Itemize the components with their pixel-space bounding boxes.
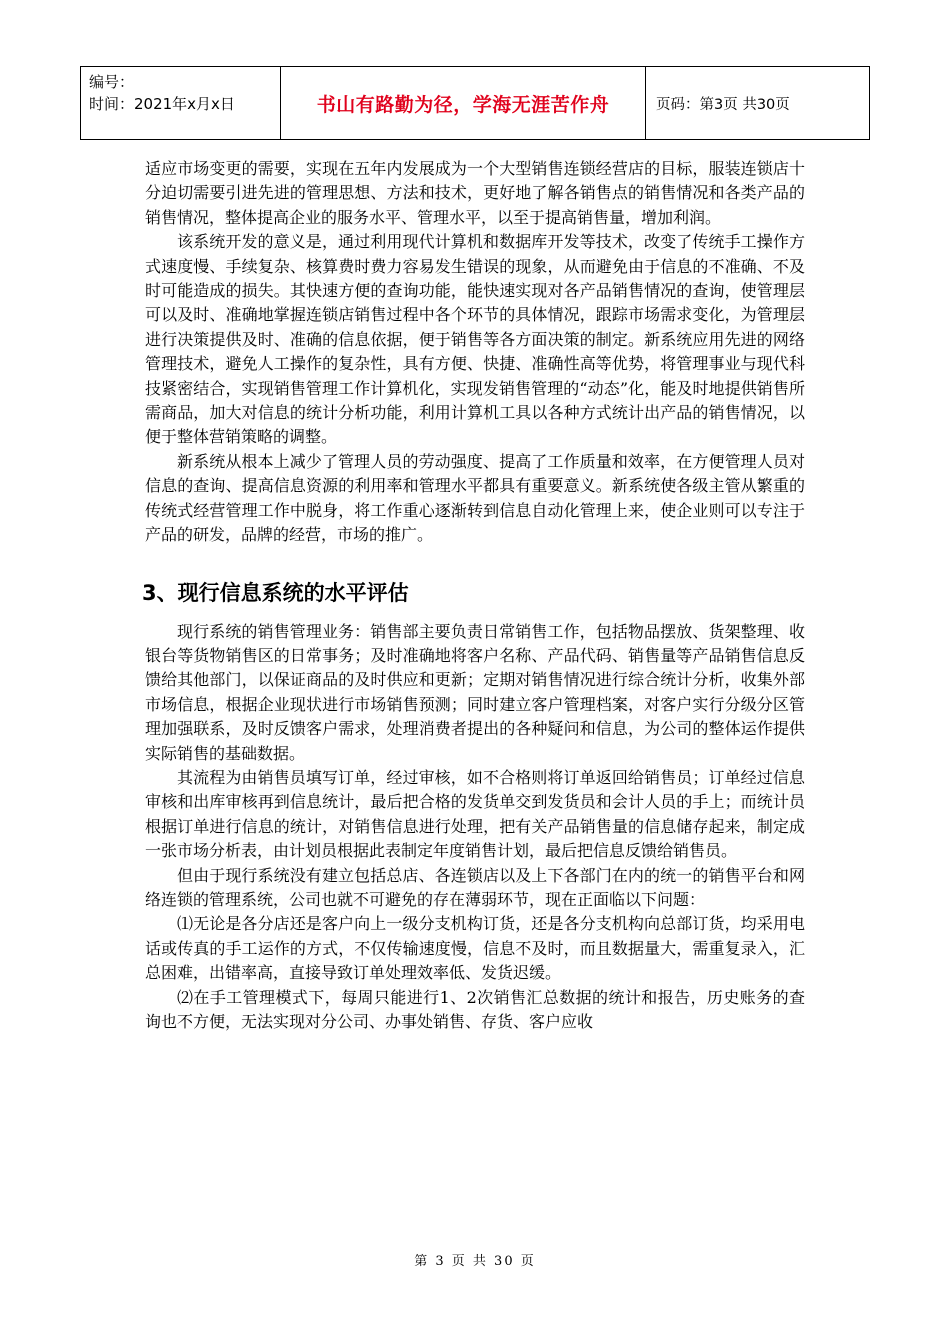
paragraph: 该系统开发的意义是，通过利用现代计算机和数据库开发等技术，改变了传统手工操作方式速度慢、手续复杂、核算费时费力容易发生错误的现象，从而避免由于信息的不准确、不及时可能造成的损失。其快速方便的查询功能，能快速实现对各产品销售情况的查询，使管理层可以及时、准确地掌握连锁店销售过程中各个环节的具体情况，跟踪市场需求变化，为管理层进行决策提供及时、准确的信息依据，便于销售等各方面决策的制定。新系统应用先进的网络管理技术，避免人工操作的复杂性，具有方便、快捷、准确性高等优势，将管理事业与现代科技紧密结合，实现销售管理工作计算机化，实现发销售管理的“动态”化，能及时地提供销售所需商品，加大对信息的统计分析功能，利用计算机工具以各种方式统计出产品的销售情况，以便于整体营销策略的调整。	[145, 232, 805, 447]
paragraph: 新系统从根本上减少了管理人员的劳动强度、提高了工作质量和效率，在方便管理人员对信息的查询、提高信息资源的利用率和管理水平都具有重要意义。新系统使各级主管从繁重的传统式经营管理工作中脱身，将工作重心逐渐转到信息自动化管理上来，使企业则可以专注于产品的研发，品牌的经营，市场的推广。	[145, 451, 805, 545]
time-label: 时间：2021年x月x日	[89, 95, 235, 113]
page-info: 页码：第3页 共30页	[656, 96, 790, 113]
list-item: ⑵在手工管理模式下，每周只能进行1、2次销售汇总数据的统计和报告，历史账务的查询也不方便，无法实现对分公司、办事处销售、存货、客户应收	[145, 987, 805, 1031]
list-item: ⑴无论是各分店还是客户向上一级分支机构订货，还是各分支机构向总部订货，均采用电话或传真的手工运作的方式，不仅传输速度慢，信息不及时，而且数据量大，需重复录入，汇总困难，出错率高，直接导致订单处理效率低、发货迟缓。	[145, 914, 805, 983]
header-table	[80, 66, 870, 140]
document-body	[142, 157, 805, 1034]
header-meta	[81, 67, 281, 139]
motto: 书山有路勤为径，学海无涯苦作舟	[281, 67, 646, 139]
paragraph: 其流程为由销售员填写订单，经过审核，如不合格则将订单返回给销售员；订单经过信息审核和出库审核再到信息统计，最后把合格的发货单交到发货员和会计人员的手上；而统计员根据订单进行信息的统计，对销售信息进行处理，把有关产品销售量的信息储存起来，制定成一张市场分析表，由计划员根据此表制定年度销售计划，最后把信息反馈给销售员。	[145, 767, 805, 861]
page-footer: 第 3 页 共 30 页	[414, 1254, 536, 1269]
paragraph: 适应市场变更的需要，实现在五年内发展成为一个大型销售连锁经营店的目标，服装连锁店十分迫切需要引进先进的管理思想、方法和技术，更好地了解各销售点的销售情况和各类产品的销售情况，整体提高企业的服务水平、管理水平，以至于提高销售量，增加利润。	[145, 159, 805, 227]
number-label: 编号：	[89, 73, 135, 91]
section-heading: 3、现行信息系统的水平评估	[142, 580, 409, 605]
paragraph: 现行系统的销售管理业务：销售部主要负责日常销售工作，包括物品摆放、货架整理、收银台等货物销售区的日常事务；及时准确地将客户名称、产品代码、销售量等产品销售信息反馈给其他部门，以保证商品的及时供应和更新；定期对销售情况进行综合统计分析，收集外部市场信息，根据企业现状进行市场销售预测；同时建立客户管理档案，对客户实行分级分区管理加强联系，及时反馈客户需求，处理消费者提出的各种疑问和信息，为公司的整体运作提供实际销售的基础数据。	[145, 621, 805, 763]
paragraph: 但由于现行系统没有建立包括总店、各连锁店以及上下各部门在内的统一的销售平台和网络连锁的管理系统，公司也就不可避免的存在薄弱环节，现在正面临以下问题：	[145, 865, 805, 909]
